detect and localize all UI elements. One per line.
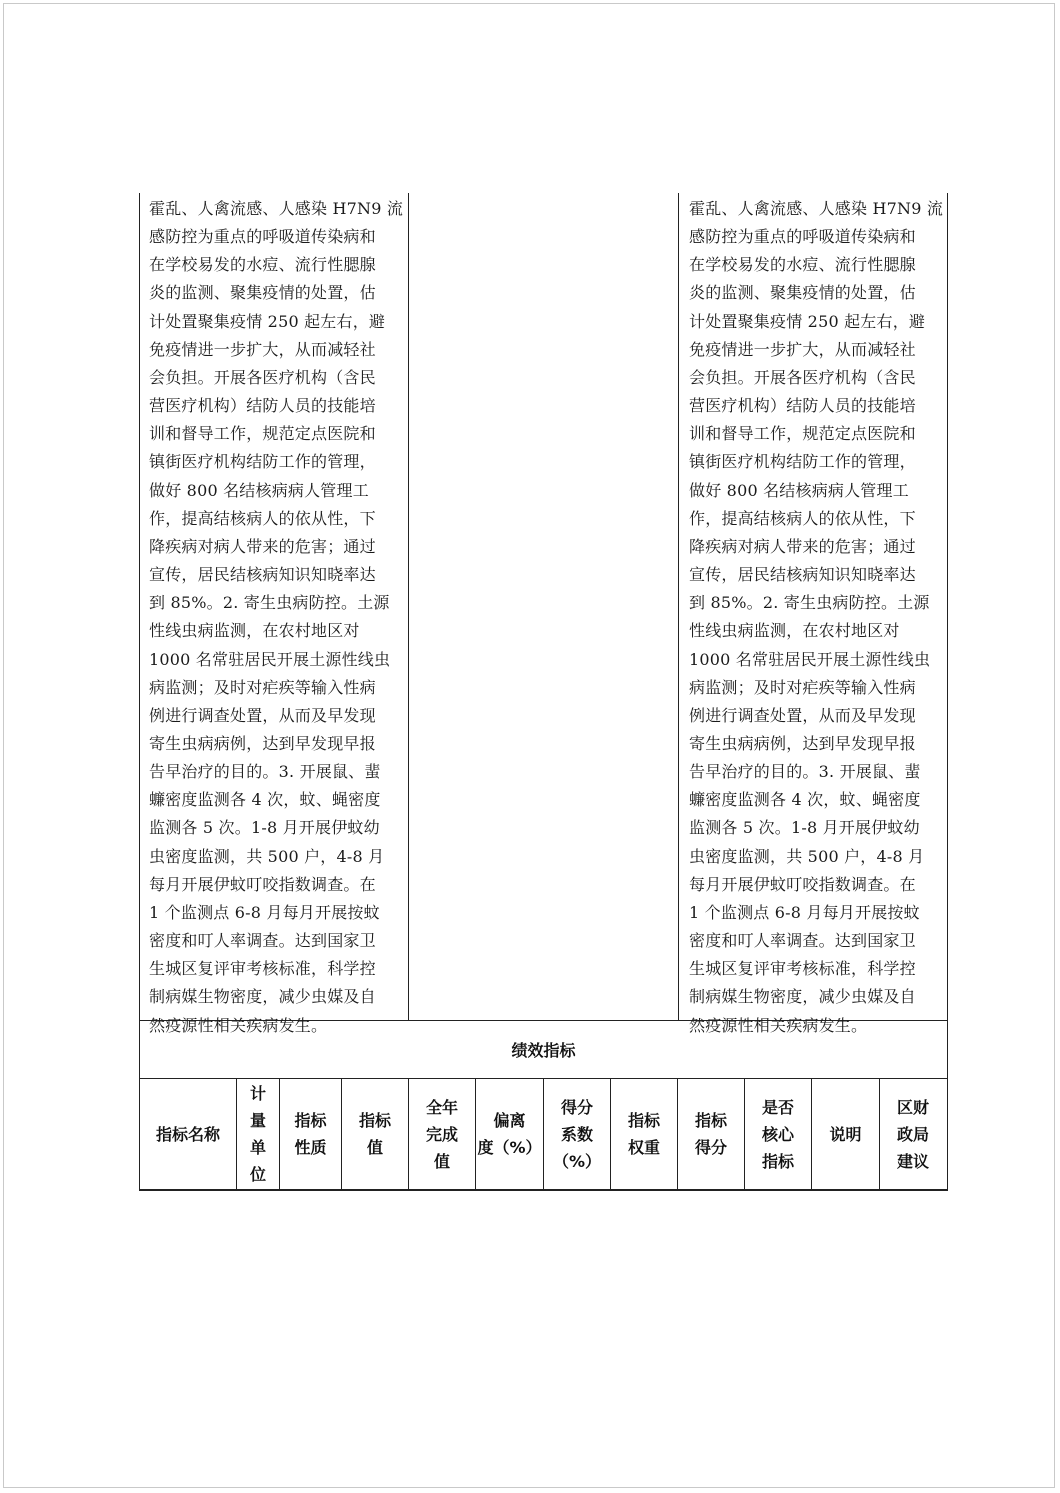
header-label-line: 计 — [249, 1084, 266, 1103]
header-label-line: 单 — [249, 1138, 266, 1157]
header-label-line: 是否 — [761, 1097, 794, 1117]
text-line: 例进行调查处置，从而及早发现 — [689, 705, 916, 725]
text-line: 寄生虫病病例，达到早发现早报 — [689, 733, 916, 753]
header-label-line: 指标名称 — [155, 1124, 220, 1144]
text-line: 炎的监测、聚集疫情的处置，估 — [149, 283, 376, 303]
header-label-line: 指标 — [294, 1111, 327, 1130]
text-line: 每月开展伊蚊叮咬指数调查。在 — [149, 874, 376, 894]
header-label-line: 说明 — [829, 1124, 862, 1144]
header-indicator-name — [140, 1079, 237, 1189]
text-line: 生城区复评审考核标准，科学控 — [149, 959, 376, 979]
right-goal-text — [689, 195, 943, 1040]
header-label-line: 权重 — [627, 1138, 660, 1157]
text-line: 在学校易发的水痘、流行性腮腺 — [689, 255, 916, 275]
header-label-line: 建议 — [896, 1151, 929, 1171]
text-line: 制病媒生物密度，减少虫媒及自 — [149, 987, 376, 1007]
header-finance-bureau-advice — [880, 1079, 946, 1189]
left-goal-text — [149, 195, 403, 1040]
section-title: 绩效指标 — [139, 1021, 948, 1079]
header-label-line: 政局 — [896, 1124, 929, 1144]
header-label-line: 值 — [366, 1138, 383, 1157]
text-line: 密度和叮人率调查。达到国家卫 — [149, 931, 376, 951]
header-deviation — [476, 1079, 544, 1189]
column-divider — [678, 193, 679, 1020]
header-label-line: 性质 — [294, 1138, 327, 1157]
goal-description-section — [139, 193, 948, 1035]
text-line: 蠊密度监测各 4 次，蚊、蝇密度 — [689, 790, 921, 810]
header-nature — [280, 1079, 342, 1189]
header-label-line: 指标 — [761, 1151, 794, 1171]
text-line: 作，提高结核病人的依从性，下 — [689, 508, 916, 528]
text-line: 霍乱、人禽流感、人感染 H7N9 流 — [689, 199, 944, 218]
text-line: 1000 名常驻居民开展土源性线虫 — [689, 649, 931, 669]
header-label-line: （%） — [552, 1151, 602, 1171]
header-label-line: 指标 — [627, 1111, 660, 1130]
column-divider — [408, 193, 409, 1020]
text-line: 制病媒生物密度，减少虫媒及自 — [689, 987, 916, 1007]
text-line: 免疫情进一步扩大，从而减轻社 — [149, 339, 376, 359]
text-line: 计处置聚集疫情 250 起左右，避 — [689, 311, 926, 331]
text-line: 1 个监测点 6-8 月每月开展按蚊 — [149, 902, 380, 922]
text-line: 训和督导工作，规范定点医院和 — [149, 424, 376, 444]
header-unit — [237, 1079, 280, 1189]
header-label-line: 系数 — [560, 1124, 593, 1144]
text-line: 到 85%。2. 寄生虫病防控。土源 — [149, 593, 390, 613]
header-description — [812, 1079, 880, 1189]
header-label-line: 得分 — [694, 1138, 727, 1157]
text-line: 告早治疗的目的。3. 开展鼠、蜚 — [149, 762, 381, 782]
text-line: 镇街医疗机构结防工作的管理， — [149, 452, 376, 472]
header-label-line: 完成 — [425, 1124, 458, 1144]
header-is-core — [745, 1079, 812, 1189]
header-annual-completion — [409, 1079, 476, 1189]
text-line: 镇街医疗机构结防工作的管理， — [689, 452, 916, 472]
text-line: 训和督导工作，规范定点医院和 — [689, 424, 916, 444]
text-line: 宣传，居民结核病知识知晓率达 — [689, 565, 916, 585]
text-line: 寄生虫病病例，达到早发现早报 — [149, 733, 376, 753]
text-line: 生城区复评审考核标准，科学控 — [689, 959, 916, 979]
performance-table — [139, 193, 948, 1191]
text-line: 做好 800 名结核病病人管理工 — [689, 480, 909, 500]
text-line: 病监测；及时对疟疾等输入性病 — [149, 677, 376, 697]
text-line: 虫密度监测，共 500 户，4-8 月 — [689, 846, 925, 866]
text-line: 炎的监测、聚集疫情的处置，估 — [689, 283, 916, 303]
header-label-line: 量 — [249, 1111, 266, 1130]
text-line: 做好 800 名结核病病人管理工 — [149, 480, 369, 500]
header-label-line: 指标 — [358, 1111, 391, 1130]
text-line: 虫密度监测，共 500 户，4-8 月 — [149, 846, 385, 866]
text-line: 感防控为重点的呼吸道传染病和 — [689, 227, 916, 247]
text-line: 监测各 5 次。1-8 月开展伊蚊幼 — [149, 818, 380, 838]
text-line: 性线虫病监测，在农村地区对 — [149, 621, 360, 641]
header-label-line: 得分 — [560, 1097, 593, 1117]
text-line: 1000 名常驻居民开展土源性线虫 — [149, 649, 391, 669]
header-label-line: 偏离 — [493, 1111, 526, 1130]
text-line: 蠊密度监测各 4 次，蚊、蝇密度 — [149, 790, 381, 810]
text-line: 免疫情进一步扩大，从而减轻社 — [689, 339, 916, 359]
text-line: 感防控为重点的呼吸道传染病和 — [149, 227, 376, 247]
text-line: 病监测；及时对疟疾等输入性病 — [689, 677, 916, 697]
header-label-line: 位 — [249, 1165, 266, 1184]
text-line: 降疾病对病人带来的危害；通过 — [689, 536, 916, 556]
header-label-line: 全年 — [425, 1097, 458, 1117]
header-label-line: 指标 — [694, 1111, 727, 1130]
header-score-coefficient — [544, 1079, 611, 1189]
text-line: 然疫源性相关疾病发生。 — [149, 1015, 328, 1035]
header-indicator-score — [678, 1079, 745, 1189]
header-label-line: 区财 — [896, 1097, 929, 1117]
header-value — [342, 1079, 409, 1189]
text-line: 营医疗机构）结防人员的技能培 — [149, 396, 376, 416]
text-line: 每月开展伊蚊叮咬指数调查。在 — [689, 874, 916, 894]
text-line: 监测各 5 次。1-8 月开展伊蚊幼 — [689, 818, 920, 838]
text-line: 会负担。开展各医疗机构（含民 — [689, 367, 916, 387]
text-line: 到 85%。2. 寄生虫病防控。土源 — [689, 593, 930, 613]
text-line: 会负担。开展各医疗机构（含民 — [149, 367, 376, 387]
header-label-line: 核心 — [761, 1124, 794, 1144]
text-line: 1 个监测点 6-8 月每月开展按蚊 — [689, 902, 920, 922]
text-line: 降疾病对病人带来的危害；通过 — [149, 536, 376, 556]
text-line: 在学校易发的水痘、流行性腮腺 — [149, 255, 376, 275]
header-label-line: 度（%） — [477, 1138, 542, 1157]
text-line: 告早治疗的目的。3. 开展鼠、蜚 — [689, 762, 921, 782]
text-line: 营医疗机构）结防人员的技能培 — [689, 396, 916, 416]
text-line: 作，提高结核病人的依从性，下 — [149, 508, 376, 528]
header-label-line: 值 — [433, 1151, 450, 1171]
table-header-row — [139, 1079, 948, 1191]
text-line: 密度和叮人率调查。达到国家卫 — [689, 931, 916, 951]
text-line: 性线虫病监测，在农村地区对 — [689, 621, 900, 641]
text-line: 宣传，居民结核病知识知晓率达 — [149, 565, 376, 585]
header-weight — [611, 1079, 678, 1189]
text-line: 霍乱、人禽流感、人感染 H7N9 流 — [149, 199, 404, 218]
text-line: 然疫源性相关疾病发生。 — [689, 1015, 868, 1035]
text-line: 例进行调查处置，从而及早发现 — [149, 705, 376, 725]
text-line: 计处置聚集疫情 250 起左右，避 — [149, 311, 386, 331]
